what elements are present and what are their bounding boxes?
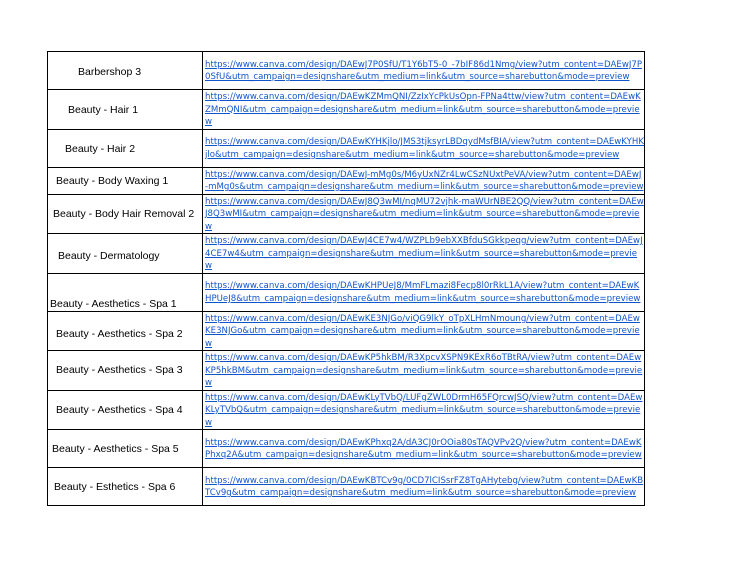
design-link[interactable]: https://www.canva.com/design/DAEwKYHKjlo/JMS3tjksyrLBDqydMsfBIA/view?utm_content=DAEwKYHKjlo&utm_campaign=designshare&utm_medium=link&utm_source=sharebutton&mode=preview: [205, 137, 644, 160]
row-name: Beauty - Dermatology: [58, 250, 160, 263]
row-name: Beauty - Esthetics - Spa 6: [54, 480, 176, 493]
name-cell: [48, 52, 203, 90]
row-name: Beauty - Body Hair Removal 2: [53, 207, 195, 220]
name-cell: [48, 167, 203, 194]
design-link[interactable]: https://www.canva.com/design/DAEwJ4CE7w4/WZPLb9ebXXBfduSGkkpeqg/view?utm_content=DAEwJ4CE7w4&utm_campaign=designshare&utm_medium=link&utm_source=sharebutton&mode=preview: [205, 236, 643, 271]
name-cell: [48, 129, 203, 167]
table-row: [48, 311, 645, 351]
table-row: [48, 390, 645, 430]
name-cell: [48, 90, 203, 130]
name-cell: [48, 234, 203, 274]
name-cell: [48, 194, 203, 234]
name-cell: [48, 430, 203, 468]
design-link[interactable]: https://www.canva.com/design/DAEwKBTCv9g/0CD7lCISsrFZ8TgAHytebg/view?utm_content=DAEwKBTCv9g&utm_campaign=designshare&utm_medium=link&utm_source=sharebutton&mode=preview: [205, 475, 644, 498]
row-name: Beauty - Aesthetics - Spa 4: [56, 403, 183, 416]
link-cell: [203, 430, 645, 468]
design-link[interactable]: https://www.canva.com/design/DAEwKE3NJGo/viQG9lkY_oTpXLHmNmoung/view?utm_content=DAEwKE3NJGo&utm_campaign=designshare&utm_medium=link&utm_source=sharebutton&mode=preview: [205, 313, 640, 349]
design-link[interactable]: https://www.canva.com/design/DAEwKHPUeJ8/MmFLmazi8Fecp8l0rRkL1A/view?utm_content=DAEwKHPUeJ8&utm_campaign=designshare&utm_medium=link&utm_source=sharebutton&mode=preview: [205, 281, 641, 304]
table-row: [48, 194, 645, 234]
name-cell: [48, 311, 203, 351]
design-link[interactable]: https://www.canva.com/design/DAEwJ7P0SfU/T1Y6bT5-0_-7bIF86d1Nmg/view?utm_content=DAEwJ7P0SfU&utm_campaign=designshare&utm_medium=link&utm_source=sharebutton&mode=preview: [205, 59, 643, 82]
link-cell: [203, 194, 645, 234]
table-row: [48, 52, 645, 90]
row-name: Beauty - Aesthetics - Spa 2: [56, 327, 183, 340]
table-row: [48, 468, 645, 506]
name-cell: [48, 351, 203, 391]
row-name: Beauty - Aesthetics - Spa 3: [56, 364, 183, 377]
link-cell: [203, 234, 645, 274]
row-name: Barbershop 3: [78, 65, 142, 78]
table-row: [48, 167, 645, 194]
table-row: [48, 273, 645, 311]
table-row: [48, 90, 645, 130]
link-cell: [203, 129, 645, 167]
table-row: [48, 430, 645, 468]
design-link[interactable]: https://www.canva.com/design/DAEwKP5hkBM/R3XpcvXSPN9KExR6oTBtRA/view?utm_content=DAEwKP5hkBM&utm_campaign=designshare&utm_medium=link&utm_source=sharebutton&mode=preview: [205, 353, 643, 388]
table-row: [48, 351, 645, 391]
table-row: [48, 129, 645, 167]
link-cell: [203, 468, 645, 506]
design-link[interactable]: https://www.canva.com/design/DAEwKPhxq2A/dA3CJ0rOOia80sTAQVPv2Q/view?utm_content=DAEwKPhxq2A&utm_campaign=designshare&utm_medium=link&utm_source=sharebutton&mode=preview: [205, 437, 642, 460]
design-link[interactable]: https://www.canva.com/design/DAEwKLyTVbQ/LUFgZWL0DrmH65FQrcwJSQ/view?utm_content=DAEwKLyTVbQ&utm_campaign=designshare&utm_medium=link&utm_source=sharebutton&mode=preview: [205, 392, 643, 428]
name-cell: [48, 273, 203, 311]
design-link[interactable]: https://www.canva.com/design/DAEwKZMmQNI/ZzIxYcPkUsOpn-FPNa4ttw/view?utm_content=DAEwKZMmQNI&utm_campaign=designshare&utm_medium=link&utm_source=sharebutton&mode=preview: [205, 92, 641, 127]
design-link[interactable]: https://www.canva.com/design/DAEwJ-mMg0s/M6yUxNZr4LwCSzNUxtPeVA/view?utm_content=DAEwJ-mMg0s&utm_campaign=designshare&utm_medium=link&utm_source=sharebutton&mode=preview: [205, 169, 644, 192]
link-cell: [203, 390, 645, 430]
link-cell: [203, 52, 645, 90]
link-cell: [203, 167, 645, 194]
row-name: Beauty - Aesthetics - Spa 5: [52, 442, 179, 455]
row-name: Beauty - Hair 2: [65, 143, 136, 155]
name-cell: [48, 390, 203, 430]
row-name: Beauty - Aesthetics - Spa 1: [50, 297, 177, 310]
link-cell: [203, 273, 645, 311]
links-table: [47, 51, 645, 506]
table-row: [48, 234, 645, 274]
row-name: Beauty - Hair 1: [68, 104, 139, 117]
link-cell: [203, 311, 645, 351]
design-link[interactable]: https://www.canva.com/design/DAEwJ8Q3wMI/nqMU72vjhk-maWUrNBE2QQ/view?utm_content=DAEwJ8Q3wMI&utm_campaign=designshare&utm_medium=link&utm_source=sharebutton&mode=preview: [205, 196, 644, 232]
row-name: Beauty - Body Waxing 1: [56, 174, 169, 187]
link-cell: [203, 90, 645, 130]
name-cell: [48, 468, 203, 506]
link-cell: [203, 351, 645, 391]
